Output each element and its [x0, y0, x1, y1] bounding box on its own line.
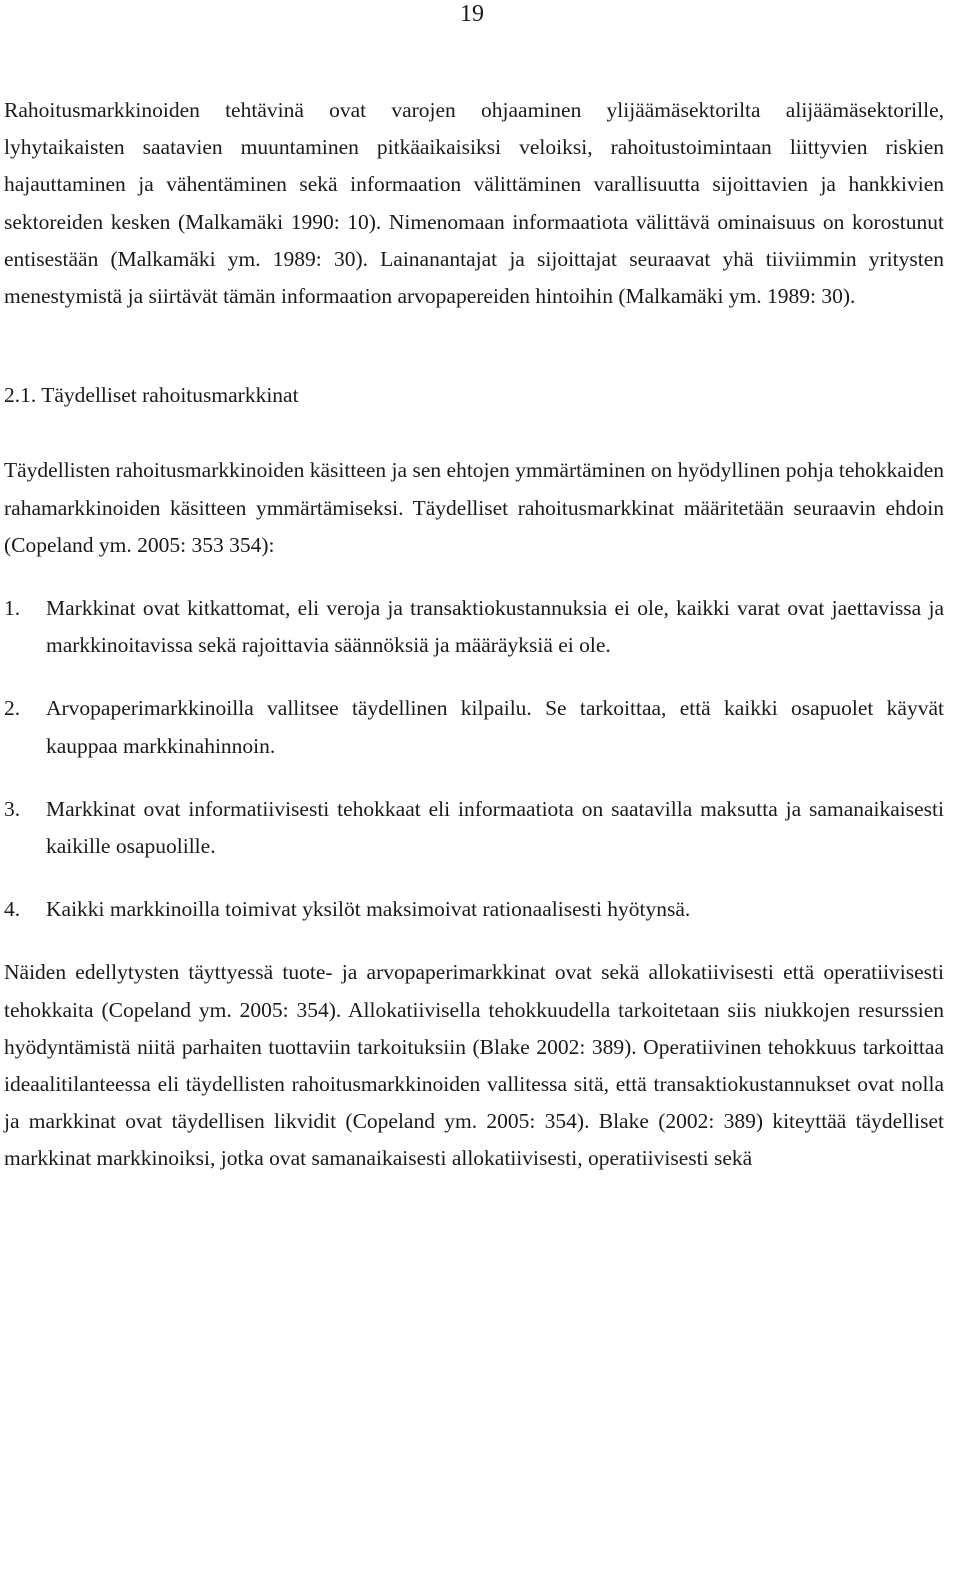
condition-number: 2.: [4, 696, 21, 721]
section-heading: 2.1. Täydelliset rahoitusmarkkinat: [4, 383, 299, 408]
condition-text: Arvopaperimarkkinoilla vallitsee täydellinen kilpailu. Se tarkoittaa, että kaikki osapuolet käyvät kauppaa markkinahinnoin.: [46, 696, 944, 758]
page-number: 19: [460, 1, 484, 27]
condition-number: 3.: [4, 796, 21, 821]
condition-text: Kaikki markkinoilla toimivat yksilöt maksimoivat rationaalisesti hyötynsä.: [46, 897, 691, 922]
condition-text: Markkinat ovat informatiivisesti tehokkaat eli informaatiota on saatavilla maksutta ja samanaikaisesti kaikille osapuolille.: [46, 796, 944, 859]
document-body: [4, 92, 944, 1178]
condition-number: 1.: [4, 596, 21, 621]
section-intro-paragraph: Täydellisten rahoitusmarkkinoiden käsitteen ja sen ehtojen ymmärtäminen on hyödyllinen pohja tehokkaiden rahamarkkinoiden käsitteen ymmärtämiseksi. Täydelliset rahoitusmarkkinat määritetään seuraavin ehdoin (Copeland ym. 2005: 353 354):: [4, 458, 944, 557]
closing-paragraph: Näiden edellytysten täyttyessä tuote- ja arvopaperimarkkinat ovat sekä allokatiivisesti että operatiivisesti tehokkaita (Copeland ym. 2005: 354). Allokatiivisella tehokkuudella tarkoitetaan siis niukkojen resurssien hyödyntämistä niitä parhaiten tuottaviin tarkoituksiin (Blake 2002: 389). Operatiivinen tehokkuus tarkoittaa ideaalitilanteessa eli täydellisten rahoitusmarkkinoiden vallitessa sitä, että transaktiokustannukset ovat nolla ja markkinat ovat täydellisen likvidit (Copeland ym. 2005: 354). Blake (2002: 389) kiteyttää täydelliset markkinat markkinoiksi, jotka ovat samanaikaisesti allokatiivisesti, operatiivisesti sekä: [4, 960, 944, 1171]
condition-item: [4, 791, 944, 865]
condition-number: 4.: [4, 897, 21, 922]
condition-item: [4, 590, 944, 664]
condition-item: [4, 690, 944, 764]
condition-item: [4, 891, 944, 928]
intro-paragraph: Rahoitusmarkkinoiden tehtävinä ovat varojen ohjaaminen ylijäämäsektorilta alijäämäsektorille, lyhytaikaisten saatavien muuntaminen pitkäaikaisiksi veloiksi, rahoitustoimintaan liittyvien riskien hajauttaminen ja vähentäminen sekä informaation välittäminen varallisuutta sijoittavien ja hankkivien sektoreiden kesken (Malkamäki 1990: 10). Nimenomaan informaatiota välittävä ominaisuus on korostunut entisestään (Malkamäki ym. 1989: 30). Lainanantajat ja sijoittajat seuraavat yhä tiiviimmin yritysten menestymistä ja siirtävät tämän informaation arvopapereiden hintoihin (Malkamäki ym. 1989: 30).: [4, 98, 944, 309]
condition-text: Markkinat ovat kitkattomat, eli veroja ja transaktiokustannuksia ei ole, kaikki varat ovat jaettavissa ja markkinoitavissa sekä rajoittavia säännöksiä ja määräyksiä ei ole.: [46, 596, 944, 658]
